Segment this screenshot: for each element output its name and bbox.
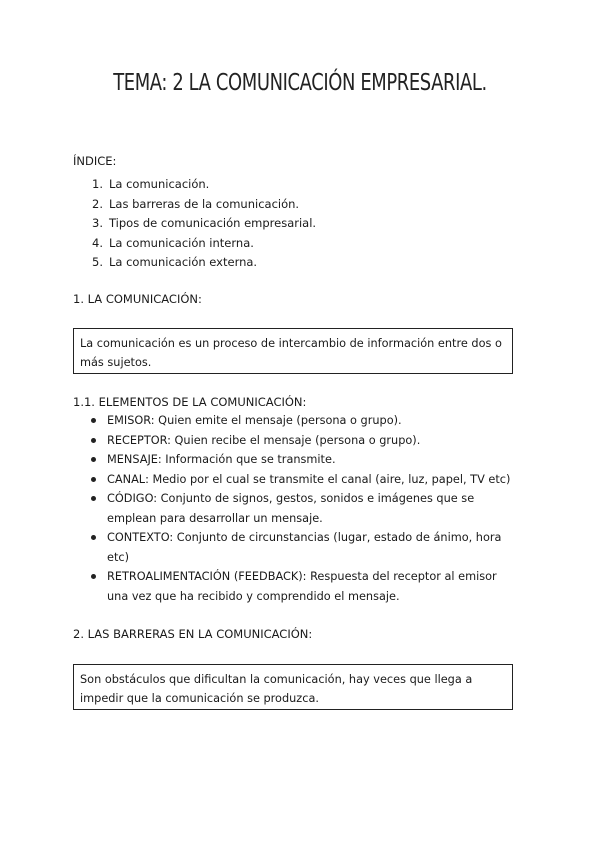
list-item (89, 489, 519, 528)
list-item (89, 411, 519, 431)
section-1-heading: 1. LA COMUNICACIÓN: (73, 292, 202, 306)
item-text: La comunicación. (109, 177, 210, 191)
item-text: La comunicación externa. (109, 255, 258, 269)
item-number: 5. (92, 255, 103, 269)
item-text: CONTEXTO: Conjunto de circunstancias (lugar, estado de ánimo, hora etc) (107, 531, 502, 564)
list-item (92, 234, 316, 254)
list-item (92, 175, 316, 195)
item-text: Las barreras de la comunicación. (109, 196, 300, 211)
item-text: CANAL: Medio por el cual se transmite el canal (aire, luz, papel, TV etc) (107, 472, 511, 486)
list-item (89, 431, 519, 451)
list-item (92, 253, 316, 273)
item-text: EMISOR: Quien emite el mensaje (persona o grupo). (107, 414, 402, 427)
bullet-icon (91, 477, 96, 482)
item-text: Tipos de comunicación empresarial. (109, 216, 317, 230)
list-item (89, 567, 519, 606)
section-1-1-heading: 1.1. ELEMENTOS DE LA COMUNICACIÓN: (73, 395, 307, 409)
bullet-icon (91, 535, 96, 540)
list-item (89, 470, 519, 490)
list-item (89, 528, 519, 567)
item-number: 2. (92, 196, 103, 211)
bullet-icon (91, 418, 96, 423)
item-text: CÓDIGO: Conjunto de signos, gestos, sonidos e imágenes que se emplean para desarrollar un mensaje. (107, 492, 475, 525)
bullet-icon (91, 574, 96, 579)
elements-list (89, 411, 519, 606)
bullet-icon (91, 457, 96, 462)
section-2-heading: 2. LAS BARRERAS EN LA COMUNICACIÓN: (73, 627, 313, 641)
list-item (89, 450, 519, 470)
item-number: 4. (92, 235, 103, 250)
item-text: RETROALIMENTACIÓN (FEEDBACK): Respuesta del receptor al emisor una vez que ha recibido y comprendido el mensaje. (107, 570, 497, 603)
definition-box: La comunicación es un proceso de intercambio de información entre dos o más sujetos. (73, 328, 513, 374)
item-number: 3. (92, 216, 103, 230)
item-text: MENSAJE: Información que se transmite. (107, 453, 336, 466)
index-list (92, 175, 316, 273)
item-text: RECEPTOR: Quien recibe el mensaje (persona o grupo). (107, 433, 421, 447)
list-item (92, 214, 316, 234)
item-number: 1. (92, 177, 103, 191)
page-title: TEMA: 2 LA COMUNICACIÓN EMPRESARIAL. (113, 70, 487, 96)
barriers-definition-box: Son obstáculos que dificultan la comunicación, hay veces que llega a impedir que la comunicación se produzca. (73, 664, 513, 710)
index-heading: ÍNDICE: (73, 154, 117, 168)
item-text: La comunicación interna. (109, 235, 254, 250)
list-item (92, 195, 316, 215)
bullet-icon (91, 496, 96, 501)
bullet-icon (91, 438, 96, 443)
